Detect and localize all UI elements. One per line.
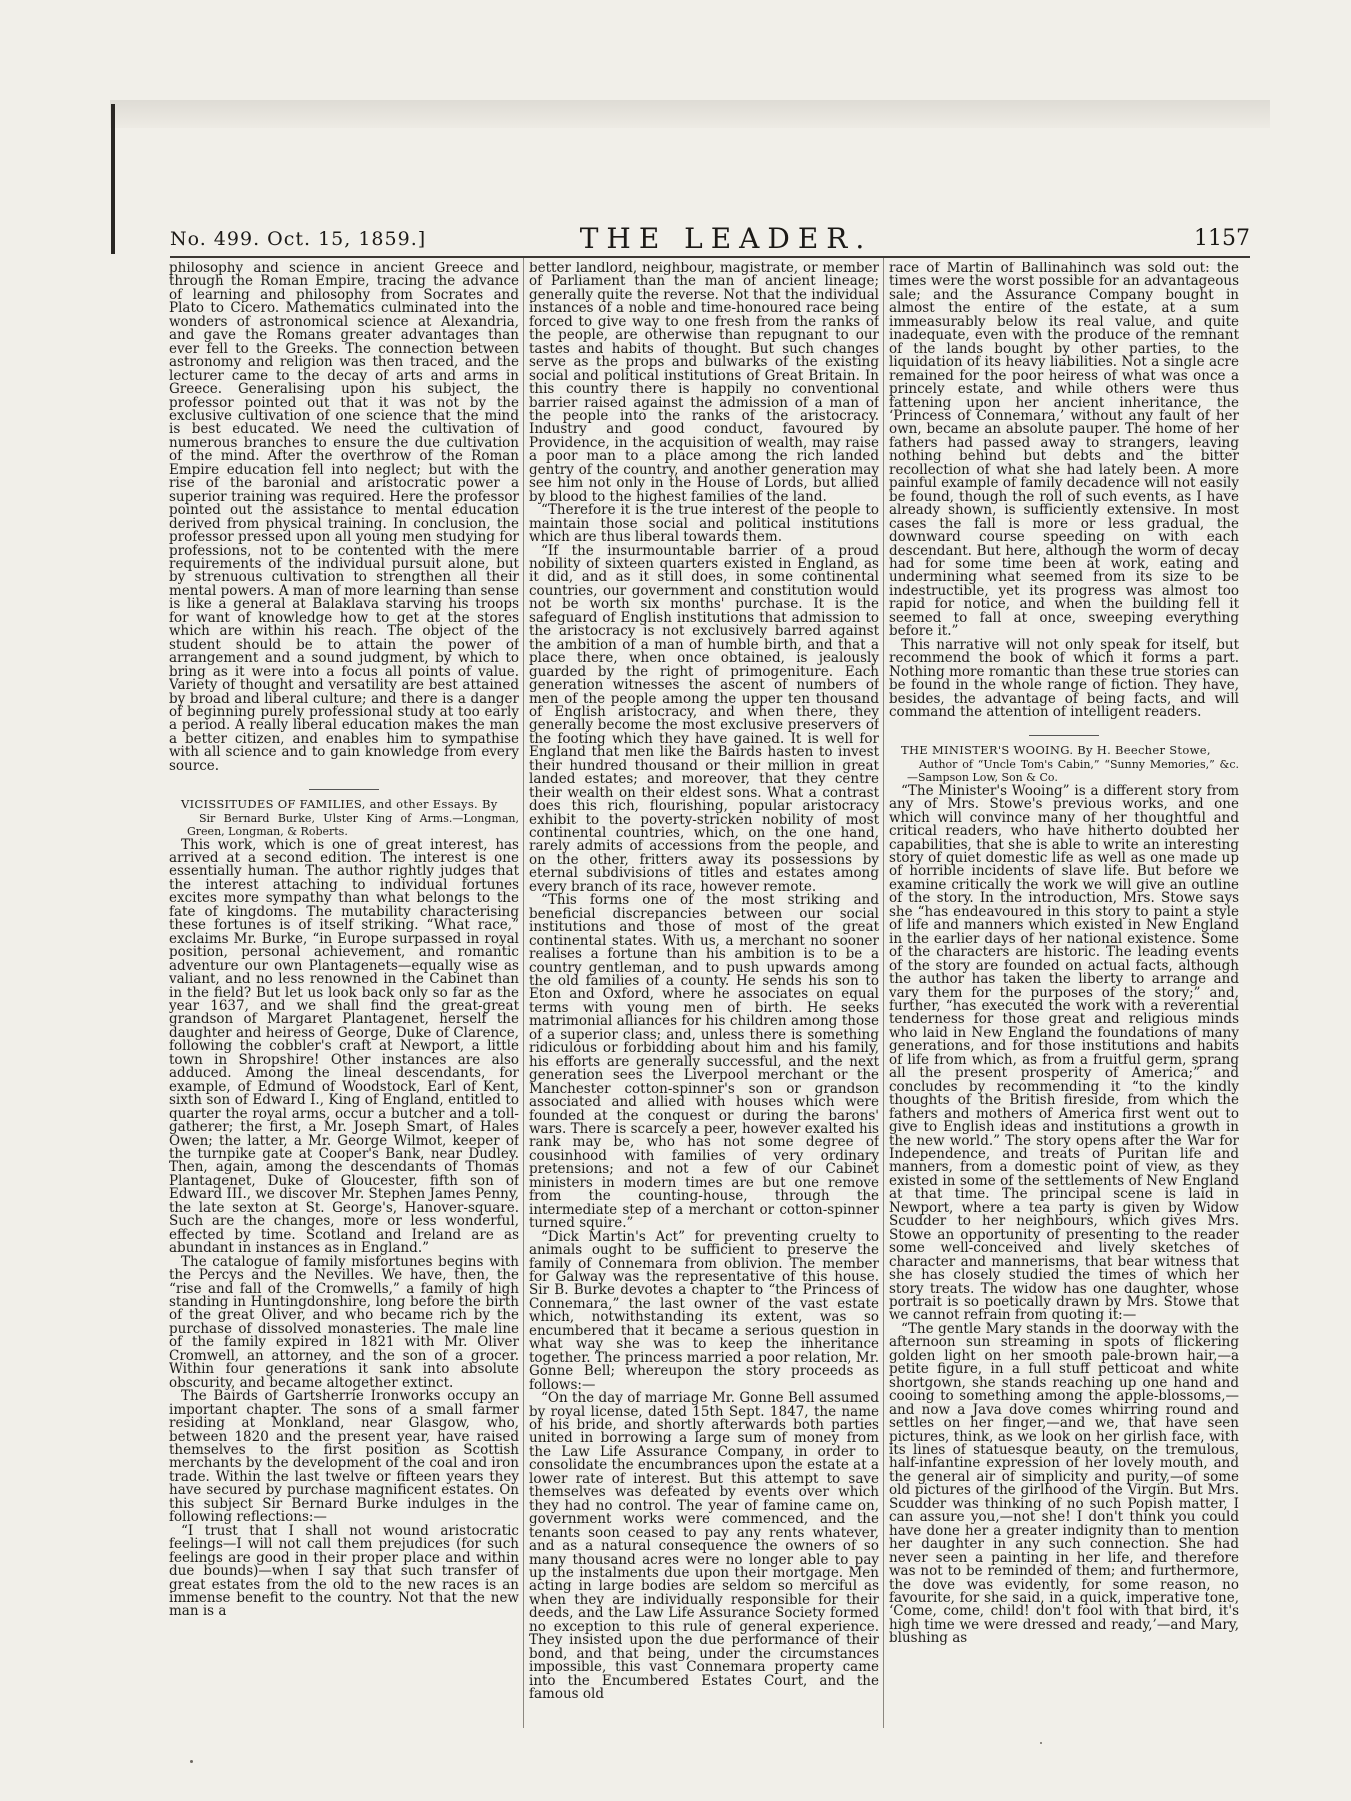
- masthead-rule: [170, 256, 1250, 258]
- paragraph: The catalogue of family misfortunes begins with the Percys and the Nevilles. We have, then, the “rise and fall of the Cromwells,” a family of high standing in Huntingdonshire, long before the birth of the great Oliver, and who became rich by the purchase of dissolved monasteries. The male line of the family expired in 1821 with Mr. Oliver Cromwell, an attorney, and the son of a grocer. Within four generations it sank into absolute obscurity, and became altogether extinct.: [169, 1253, 519, 1391]
- review-heading: THE MINISTER'S WOOING. By H. Beecher Stowe,: [901, 743, 1211, 758]
- column-divider: [883, 258, 884, 1728]
- paragraph: race of Martin of Ballinahinch was sold out: the times were the worst possible for an advantageous sale; and the Assurance Company bought in almost the entire of the estate, at a sum immeasurably below its real value, and quite inadequate, even with the produce of the remnant of the lands bought by other parties, to the liquidation of its heavy liabilities. Not a single acre remained for the poor heiress of what was once a princely estate, and while others were thus fattening upon her ancient inheritance, the ‘Princess of Connemara,’ without any fault of her own, became an absolute pauper. The home of her fathers had passed away to strangers, leaving nothing behind but debts and the bitter recollection of what she had lately been. A more painful example of family decadence will not easily be found, though the roll of such events, as I have already shown, is sufficiently extensive. In most cases the fall is more or less gradual, the downward course speeding on with each descendant. But here, although the worm of decay had for some time been at work, eating and undermining what seemed from its size to be indestructible, yet its progress was almost too rapid for notice, and when the building fell it seemed to fall at once, sweeping everything before it.”: [889, 262, 1239, 640]
- paragraph: The Bairds of Gartsherrie Ironworks occupy an important chapter. The sons of a small farmer residing at Monkland, near Glasgow, who, between 1820 and the present year, have raised themselves to the first position as Scottish merchants by the development of the coal and iron trade. Within the last twelve or fifteen years they have secured by purchase magnificent estates. On this subject Sir Bernard Burke indulges in the following reflections:—: [169, 1388, 519, 1526]
- review-publisher: Sir Bernard Burke, Ulster King of Arms.—Longman, Green, Longman, & Roberts.: [187, 811, 519, 839]
- quotation: “I trust that I shall not wound aristocratic feelings—I will not call them prejudices (for such feelings are good in their proper place and within due bounds)—when I say that such transfer of great estates from the old to the new races is an immense benefit to the country. Not that the new man is a: [169, 1522, 519, 1620]
- paragraph: This narrative will not only speak for itself, but recommend the book of which it forms a part. Nothing more romantic than these true stories can be found in the whole range of fiction. They have, besides, the advantage of being facts, and will command the attention of intelligent readers.: [889, 636, 1239, 720]
- section-separator: [1029, 735, 1099, 736]
- section-separator: [309, 789, 379, 790]
- quotation: “On the day of marriage Mr. Gonne Bell assumed by royal license, dated 15th Sept. 1847, the name of his bride, and shortly afterwards both parties united in borrowing a large sum of money from the Law Life Assurance Company, in order to consolidate the encumbrances upon the estate at a lower rate of interest. But this attempt to save themselves was defeated by events over which they had no control. The year of famine came on, government works were commenced, and the tenants soon ceased to pay any rents whatever, and as a natural consequence the owners of so many thousand acres were no longer able to pay up the instalments due upon their mortgage. Men acting in large bodies are seldom so merciful as when they are individually responsible for their deeds, and the Law Life Assurance Society formed no exception to this rule of general experience. They insisted upon the due performance of their bond, and that being, under the circumstances impossible, this vast Connemara property came into the Encumbered Estates Court, and the famous old: [529, 1390, 879, 1703]
- quotation: “The gentle Mary stands in the doorway with the afternoon sun streaming in spots of flickering golden light on her smooth pale-brown hair,—a petite figure, in a full stuff petticoat and white shortgown, she stands reaching up one hand and cooing to something among the apple-blossoms,—and now a Java dove comes whirring round and settles on her finger,—and we, that have seen pictures, think, as we look on her girlish face, with its lines of statuesque beauty, on the tremulous, half-infantine expression of her lovely mouth, and the general air of simplicity and purity,—of some old pictures of the girlhood of the Virgin. But Mrs. Scudder was thinking of no such Popish matter, I can assure you,—not she! I don't think you could have done her a greater indignity than to mention her daughter in any such connection. She had never seen a painting in her life, and therefore was not to be reminded of them; and furthermore, the dove was evidently, for some reason, no favourite, for she said, in a quick, imperative tone, ‘Come, come, child! don't fool with that bird, it's high time we were dressed and ready,’—and Mary, blushing as: [889, 1320, 1239, 1647]
- paragraph: better landlord, neighbour, magistrate, or member of Parliament than the man of ancient lineage; generally quite the reverse. Not that the individual instances of a noble and time-honoured race being forced to give way to one fresh from the ranks of the people, are otherwise than repugnant to our tastes and habits of thought. But such changes serve as the props and bulwarks of the existing social and political institutions of Great Britain. In this country there is happily no conventional barrier raised against the admission of a man of the people into the ranks of the aristocracy. Industry and good conduct, favoured by Providence, in the acquisition of wealth, may raise a poor man to a place among the rich landed gentry of the country, and another generation may see him not only in the House of Lords, but allied by blood to the highest families of the land.: [529, 262, 879, 505]
- quotation: “This forms one of the most striking and beneficial discrepancies between our social institutions and those of most of the great continental states. With us, a merchant no sooner realises a fortune than his ambition is to be a country gentleman, and to push upwards among the old families of a county. He sends his son to Eton and Oxford, where he associates on equal terms with young men of birth. He seeks matrimonial alliances for his children among those of a superior class; and, unless there is something ridiculous or forbidding about him and his family, his efforts are generally successful, and the next generation sees the Liverpool merchant or the Manchester cotton-spinner's son or grandson associated and allied with houses which were founded at the conquest or during the barons' wars. There is scarcely a peer, however exalted his rank may be, who has not some degree of cousinhood with families of very ordinary pretensions; and not a few of our Cabinet ministers in modern times are but one remove from the counting-house, through the intermediate step of a merchant or cotton-spinner turned squire.”: [529, 892, 879, 1232]
- review-publisher: Author of “Uncle Tom's Cabin,” “Sunny Memories,” &c.—Sampson Low, Son & Co.: [907, 757, 1239, 785]
- review-heading: VICISSITUDES OF FAMILIES, and other Essays. By: [181, 797, 498, 812]
- quotation: “If the insurmountable barrier of a proud nobility of sixteen quarters existed in England, as it did, and as it still does, in some continental countries, our government and constitution would not be worth six months' purchase. It is the safeguard of English institutions that admission to the aristocracy is not exclusively barred against the ambition of a man of humble birth, and that a place there, when once obtained, is jealously guarded by the right of primogeniture. Each generation witnesses the ascent of numbers of men of the people among the upper ten thousand of English aristocracy, and when there, they generally become the most exclusive preservers of the footing which they have gained. It is well for England that men like the Bairds hasten to invest their hundred thousand or their million in great landed estates; and moreover, that they centre their wealth on their eldest sons. What a contrast does this rich, flourishing, popular aristocracy exhibit to the poverty-stricken nobility of most continental countries, which, on the one hand, rarely admits of accessions from the people, and on the other, fritters away its possessions by eternal subdivisions of titles and estates among every branch of its race, however remote.: [529, 542, 879, 895]
- page-number: 1157: [1194, 226, 1250, 251]
- issue-date: No. 499. Oct. 15, 1859.]: [170, 228, 427, 250]
- page-edge-rule: [111, 104, 115, 254]
- quotation: “Therefore it is the true interest of the people to maintain those social and political institutions which are thus liberal towards them.: [529, 502, 879, 546]
- paragraph: “The Minister's Wooing” is a different story from any of Mrs. Stowe's previous works, and one which will convince many of her thoughtful and critical readers, who have hitherto doubted her capabilities, that she is able to write an interesting story of quiet domestic life as well as one made up of horrible incidents of slave life. But before we examine critically the work we will give an outline of the story. In the introduction, Mrs. Stowe says she “has endeavoured in this story to paint a style of life and manners which existed in New England in the earlier days of her national existence. Some of the characters are historic. The leading events of the story are founded on actual facts, although the author has taken the liberty to arrange and vary them for the purposes of the story;” and, further, “has executed the work with a reverential tenderness for those great and religious minds who laid in New England the foundations of many generations, and for those institutions and habits of life from which, as from a fruitful germ, sprang all the present prosperity of America;” and concludes by recommending it “to the kindly thoughts of the British fireside, from which the fathers and mothers of America first went out to give to English ideas and institutions a growth in the new world.” The story opens after the War for Independence, and treats of Puritan life and manners, from a domestic point of view, as they existed in some of the settlements of New England at that time. The principal scene is laid in Newport, where a tea party is given by Widow Scudder to her neighbours, which gives Mrs. Stowe an opportunity of presenting to the reader some well-conceived and lively sketches of character and mannerisms, that bear witness that she has closely studied the times of which her story treats. The widow has one daughter, whose portrait is so poetically drawn by Mrs. Stowe that we cannot refrain from quoting it:—: [889, 782, 1239, 1324]
- column-1: [169, 262, 519, 1732]
- paragraph: philosophy and science in ancient Greece and through the Roman Empire, tracing the advance of learning and philosophy from Socrates and Plato to Cicero. Mathematics culminated into the wonders of astronomical science at Alexandria, and gave the Romans greater advantages than ever fell to the Greeks. The connection between astronomy and religion was then traced, and the lecturer came to the decay of arts and arms in Greece. Generalising upon his subject, the professor pointed out that it was not by the exclusive cultivation of one science that the mind is best educated. We need the cultivation of numerous branches to ensure the due cultivation of the mind. After the overthrow of the Roman Empire education fell into neglect; but with the rise of the baronial and aristocratic power a superior training was required. Here the professor pointed out the assistance to mental education derived from physical training. In conclusion, the professor pressed upon all young men studying for professions, not to be contented with the mere requirements of the individual pursuit alone, but by strenuous cultivation to strengthen all their mental powers. A man of more learning than sense is like a general at Balaklava starving his troops for want of knowledge how to get at the stores which are within his reach. The object of the student should be to attain the power of arrangement and a sound judgment, by which to bring as it were into a focus all points of value. Variety of thought and versatility are best attained by broad and liberal culture; and there is a danger of beginning purely professional study at too early a period. A really liberal education makes the man a better citizen, and enables him to sympathise with all science and to gain knowledge from every source.: [169, 262, 519, 774]
- column-divider: [523, 258, 524, 1728]
- column-3: [889, 262, 1239, 1732]
- paragraph: This work, which is one of great interest, has arrived at a second edition. The interest is one essentially human. The author rightly judges that the interest attaching to individual fortunes excites more sympathy than what belongs to the fate of kingdoms. The mutability characterising these fortunes is of itself striking. “What race,” exclaims Mr. Burke, “in Europe surpassed in royal position, personal achievement, and romantic adventure our own Plantagenets—equally wise as valiant, and no less renowned in the Cabinet than in the field? But let us look back only so far as the year 1637, and we shall find the great-great grandson of Margaret Plantagenet, herself the daughter and heiress of George, Duke of Clarence, following the cobbler's craft at Newport, a little town in Shropshire! Other instances are also adduced. Among the lineal descendants, for example, of Edmund of Woodstock, Earl of Kent, sixth son of Edward I., King of England, entitled to quarter the royal arms, occur a butcher and a toll-gatherer; the first, a Mr. Joseph Smart, of Hales Owen; the latter, a Mr. George Wilmot, keeper of the turnpike gate at Cooper's Bank, near Dudley. Then, again, among the descendants of Thomas Plantagenet, Duke of Gloucester, fifth son of Edward III., we discover Mr. Stephen James Penny, the late sexton at St. George's, Hanover-square. Such are the changes, more or less wonderful, effected by time. Scotland and Ireland are as abundant in instances as in England.”: [169, 836, 519, 1257]
- newspaper-title: THE LEADER.: [579, 222, 873, 255]
- column-2: [529, 262, 879, 1732]
- masthead: [170, 220, 1250, 256]
- scan-speck: [190, 1760, 193, 1763]
- scan-shadow: [110, 100, 1270, 128]
- scan-speck: [1040, 1742, 1042, 1744]
- paragraph: “Dick Martin's Act” for preventing cruelty to animals ought to be sufficient to preserve the family of Connemara from oblivion. The member for Galway was the representative of this house. Sir B. Burke devotes a chapter to “the Princess of Connemara,” the last owner of the vast estate which, notwithstanding its extent, was so encumbered that it became a serious question in what way she was to keep the inheritance together. The princess married a poor relation, Mr. Gonne Bell; whereupon the story proceeds as follows:—: [529, 1228, 879, 1393]
